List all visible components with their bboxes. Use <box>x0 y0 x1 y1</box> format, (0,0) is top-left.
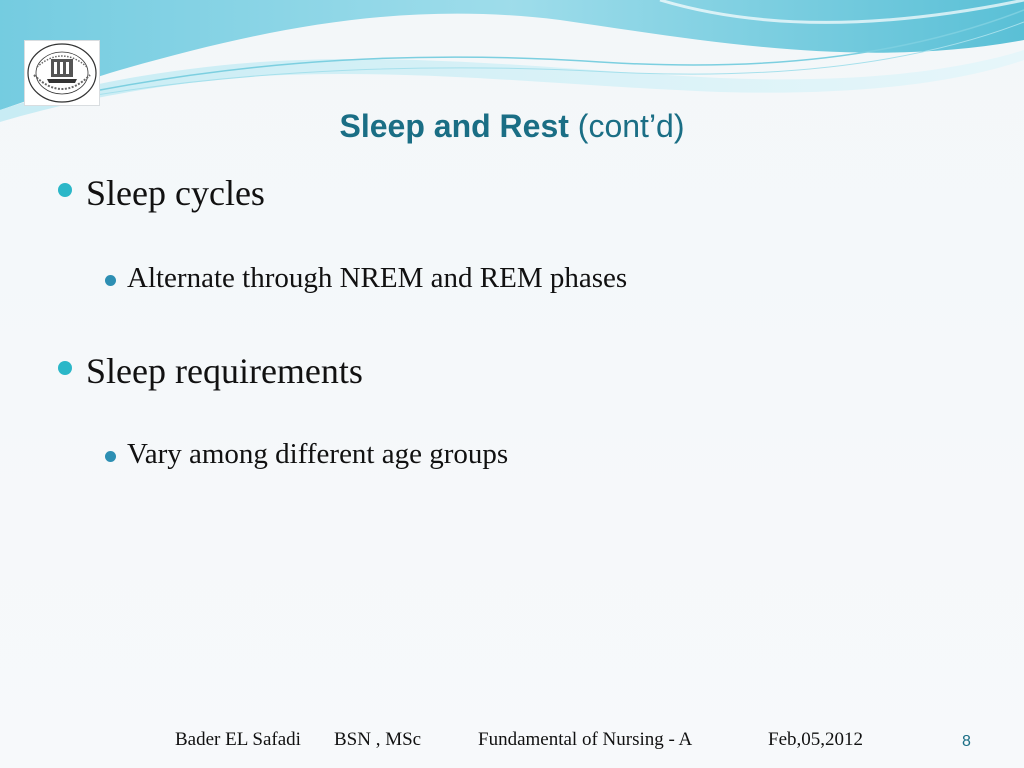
university-seal-icon <box>25 41 99 105</box>
bullet-sleep-cycles: Sleep cycles <box>86 173 265 213</box>
sub-bullet-age-groups: Vary among different age groups <box>127 438 509 470</box>
bullet-dot <box>58 361 72 375</box>
footer-author: Bader EL Safadi <box>175 729 301 750</box>
sub-bullet-dot <box>105 451 116 462</box>
page-number: 8 <box>962 733 971 750</box>
bullet-sleep-requirements: Sleep requirements <box>86 351 363 391</box>
title-main: Sleep and Rest <box>339 108 569 144</box>
bullet-dot <box>58 183 72 197</box>
footer-course: Fundamental of Nursing - A <box>478 729 693 750</box>
slide-title <box>0 108 1024 145</box>
title-suffix: (cont’d) <box>577 108 685 144</box>
footer-degree: BSN , MSc <box>334 729 422 750</box>
sub-bullet-nrem-rem: Alternate through NREM and REM phases <box>127 262 628 294</box>
footer-date: Feb,05,2012 <box>768 729 863 750</box>
university-logo <box>24 40 100 106</box>
sub-bullet-dot <box>105 275 116 286</box>
